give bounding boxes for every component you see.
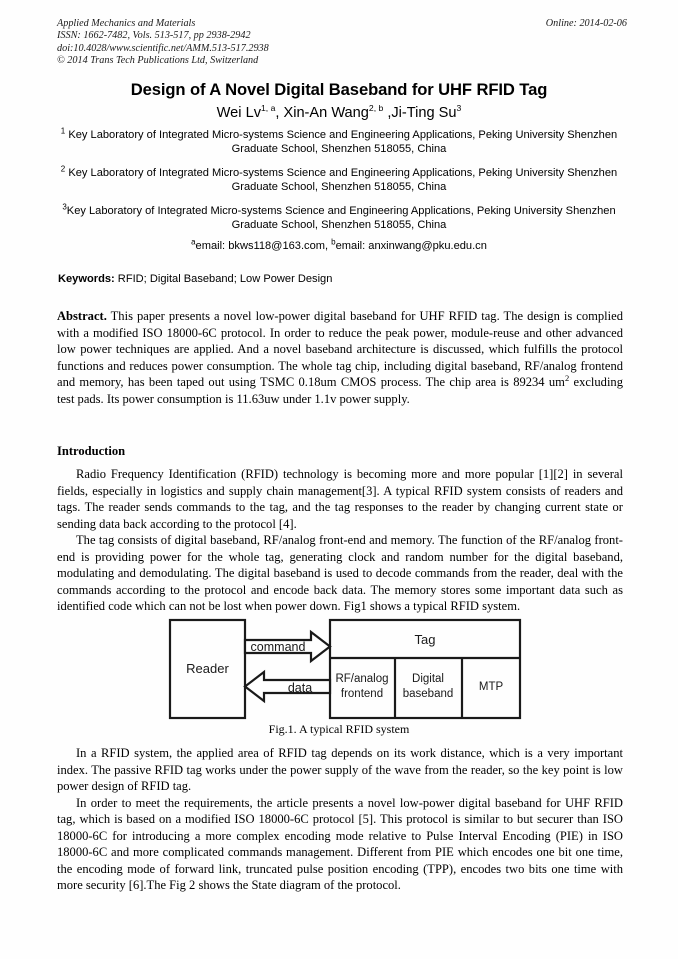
affiliation-1-line2: University Shenzhen Graduate School, Shenzhen 518055, China: [231, 129, 618, 156]
intro-paragraph-2: The tag consists of digital baseband, RF/analog front-end and memory. The function of the RF/analog front-end is providing power for the whole tag, generating clock and random number for the digital baseband, modulating and demodulating. The digital baseband is used to decode commands from the reader, deal with the commands according to the protocol and encode back data. The memory stores some important data such as identified code which can not be lost when power down. Fig1 shows a typical RFID system.: [57, 533, 623, 614]
abstract-section: [57, 308, 623, 407]
abstract-superscript: 2: [564, 373, 570, 384]
journal-issn: ISSN: 1662-7482, Vols. 513-517, pp 2938-2942: [57, 30, 251, 42]
diagram-label-mtp: MTP: [478, 681, 504, 693]
affiliation-1-line1: Key Laboratory of Integrated Micro-systems Science and Engineering Applications, Peking: [68, 129, 513, 141]
affiliation-3-line1: Key Laboratory of Integrated Micro-systems Science and Engineering Applications, Peking: [66, 204, 511, 217]
page-title: Design of A Novel Digital Baseband for UHF RFID Tag: [130, 80, 548, 99]
journal-copyright: © 2014 Trans Tech Publications Ltd, Switzerland: [57, 55, 259, 67]
affiliation-3-marker: 3: [62, 201, 67, 211]
journal-header-right: [477, 18, 627, 30]
affiliation-list: [58, 128, 620, 241]
diagram-label-digital-line2: baseband: [402, 688, 454, 700]
email-marker-a: a: [191, 237, 196, 247]
introduction-body: [57, 466, 623, 615]
affiliation-2: [58, 166, 620, 195]
author-separator-1: ,: [275, 105, 284, 121]
email-b: email: anxinwang@pku.edu.cn: [335, 240, 487, 252]
abstract-text-part2: excluding test pads. Its power consumption is 11.63uw under 1.1v power supply.: [57, 375, 623, 406]
author-3-name: Ji-Ting Su: [391, 105, 457, 121]
diagram-label-reader: Reader: [186, 661, 229, 676]
keywords-value: RFID; Digital Baseband; Low Power Design: [114, 273, 333, 285]
journal-name: Applied Mechanics and Materials: [57, 18, 196, 29]
abstract-label: Abstract.: [57, 309, 107, 323]
figure-1-caption: Fig.1. A typical RFID system: [268, 722, 410, 736]
journal-header: [57, 18, 633, 68]
diagram-label-data: data: [287, 681, 313, 695]
diagram-label-rf-line1: RF/analog: [335, 673, 389, 685]
author-1-marker: 1, a: [261, 103, 276, 114]
online-date: Online: 2014-02-06: [545, 18, 627, 29]
author-separator-2: ,: [383, 105, 392, 121]
abstract-text-part1: This paper presents a novel low-power digital baseband for UHF RFID tag. The design is complied with a modified ISO 18000-6C protocol. In order to reduce the peak power, module-reuse and other advanced low power techniques are applied. And a novel baseband architecture is discussed, which fulfills the protocol functions and reduces power consumption. The whole tag chip, including digital baseband, RF/analog frontend and memory, has been taped out using TSMC 0.18um CMOS process. The chip area is 89234 um: [57, 309, 623, 390]
after-figure-body: [57, 745, 623, 894]
diagram-label-rf-line2: frontend: [340, 688, 384, 700]
affiliation-1: [58, 128, 620, 157]
journal-header-left: [57, 18, 477, 68]
author-list: [50, 104, 628, 122]
affiliation-3-line2: University Shenzhen Graduate School, Shenzhen 518055, China: [231, 204, 616, 232]
affiliation-1-marker: 1: [60, 126, 66, 136]
after-figure-paragraph-1: In a RFID system, the applied area of RFID tag depends on its work distance, which is a very important index. The passive RFID tag works under the power supply of the wave from the reader, so the key point is low power design of RFID tag.: [57, 746, 623, 794]
intro-paragraph-1: Radio Frequency Identification (RFID) technology is becoming more and more popular [1][2] in several fields, especially in logistics and supply chain management[3]. A typical RFID system consists of readers and tags. The reader sends commands to the tag, and the tag responses to the reader by changing current state or sending data back according to the protocol [4].: [57, 467, 623, 531]
affiliation-2-line1: Key Laboratory of Integrated Micro-systems Science and Engineering Applications, Peking: [68, 166, 513, 179]
section-heading-introduction: Introduction: [57, 444, 126, 458]
author-2-name: Xin-An Wang: [283, 105, 369, 121]
email-marker-b: b: [331, 237, 336, 247]
email-a: email: bkws118@163.com,: [195, 240, 332, 252]
diagram-label-digital-line1: Digital: [412, 673, 444, 685]
author-emails: [58, 239, 620, 253]
keywords-line: [58, 272, 620, 286]
author-1-name: Wei Lv: [216, 105, 262, 121]
keywords-label: Keywords:: [58, 273, 115, 285]
journal-doi: doi:10.4028/www.scientific.net/AMM.513-517.2938: [57, 42, 269, 54]
affiliation-2-line2: University Shenzhen Graduate School, Shenzhen 518055, China: [231, 166, 618, 194]
affiliation-3: [58, 201, 620, 233]
affiliation-2-marker: 2: [60, 164, 66, 174]
diagram-label-command: command: [250, 640, 306, 654]
after-figure-paragraph-2: In order to meet the requirements, the article presents a novel low-power digital baseband for UHF RFID tag, which is based on a modified ISO 18000-6C protocol [5]. This protocol is similar to but securer than ISO 18000-6C for introducing a more complex encoding mode relative to Pulse Interval Encoding (PIE) in ISO 18000-6C and more complicated commands management. Different from PIE which encodes one bit one time, the encoding mode of forward link, truncated pulse position encoding (TPP), encodes two bits one time with more security [6].The Fig 2 shows the State diagram of the protocol.: [57, 795, 623, 893]
author-2-marker: 2, b: [368, 103, 384, 114]
diagram-label-tag: Tag: [414, 632, 436, 647]
author-3-marker: 3: [456, 103, 462, 114]
